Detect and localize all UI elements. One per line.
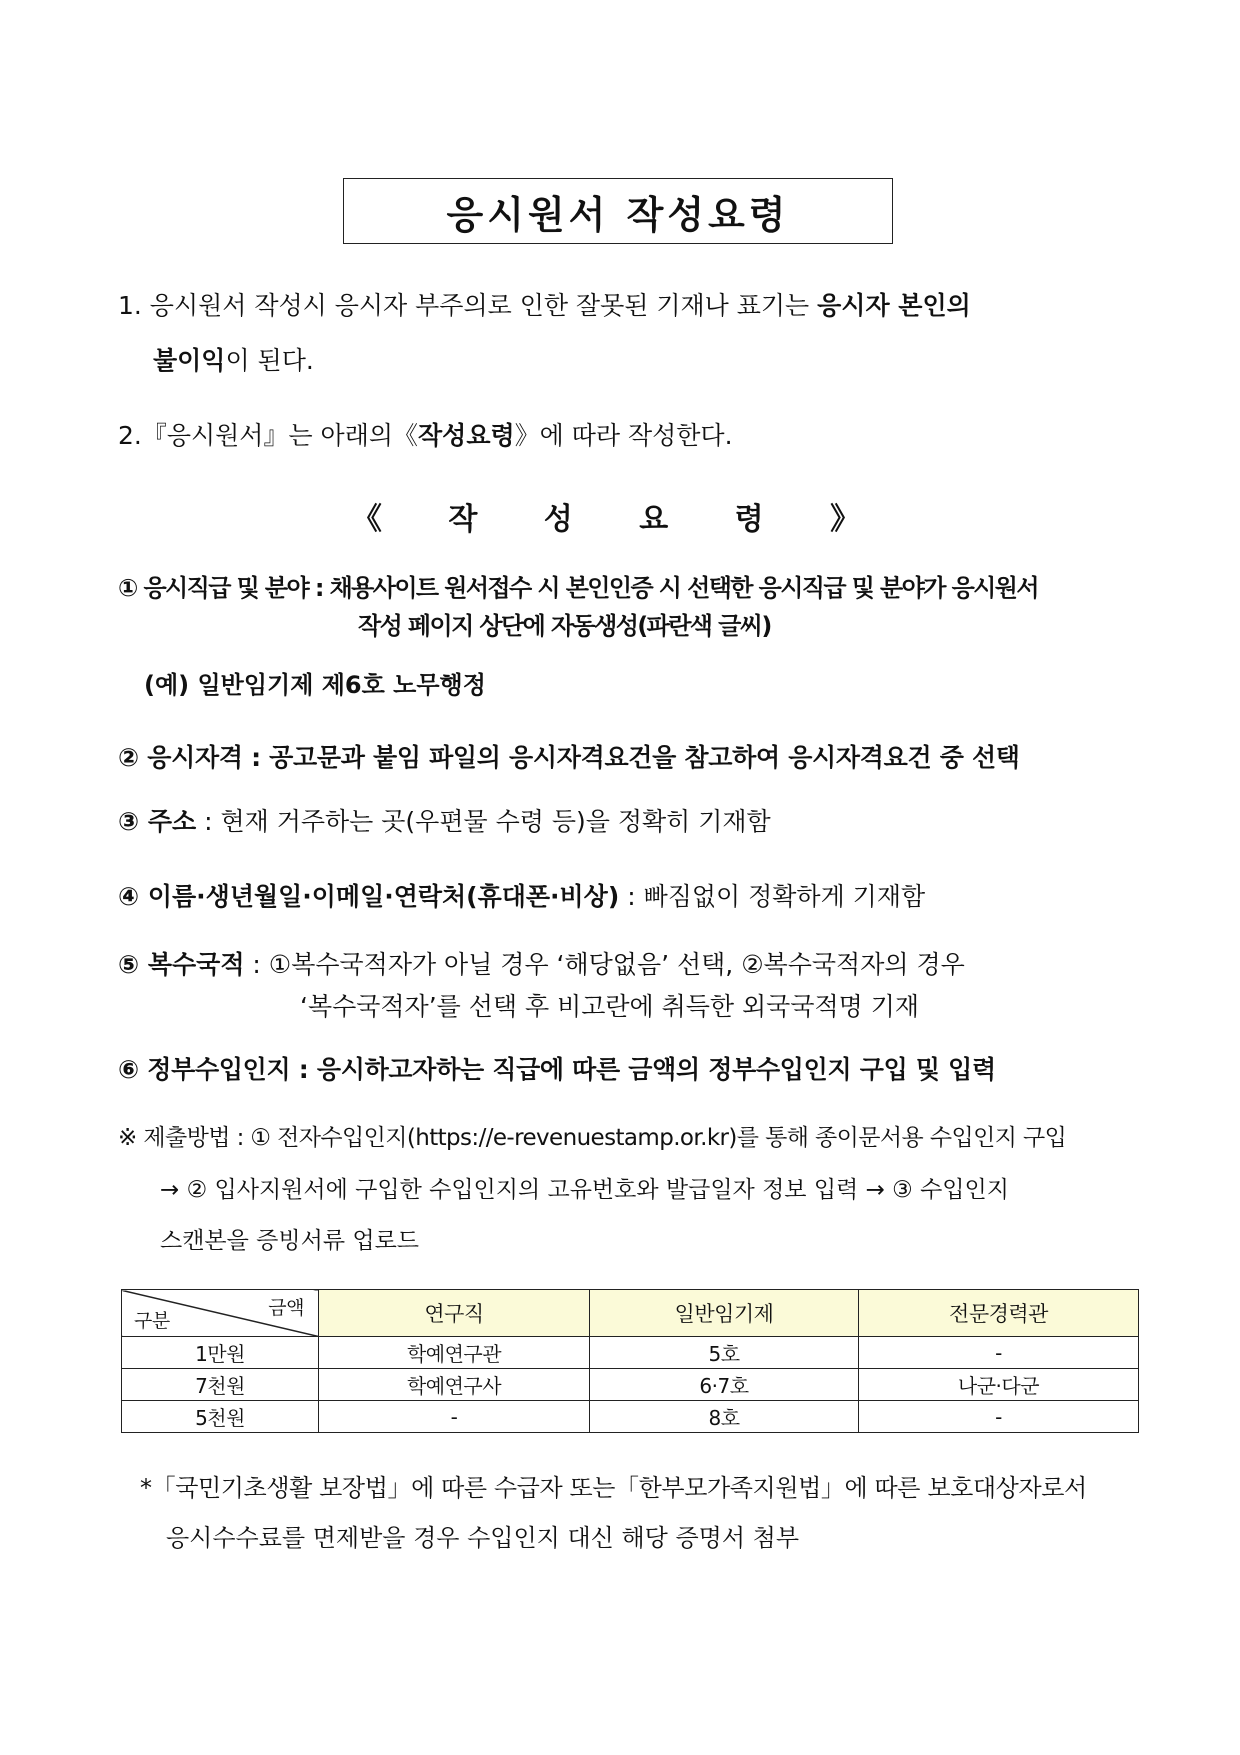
page-title: 응시원서 작성요령 [343,178,893,244]
item-1-text-2: 이 된다. [225,346,314,375]
guide-1-line-2: 작성 페이지 상단에 자동생성(파란색 글씨) [358,612,771,640]
guide-5-line-1 [118,950,965,980]
table-cell: - [859,1401,1139,1433]
guide-3-text: : 현재 거주하는 곳(우편물 수령 등)을 정확히 기재함 [196,807,771,836]
table-row [122,1337,1139,1369]
guide-5-label: ⑤ 복수국적 [118,950,245,979]
guide-5-line-2: ‘복수국적자’를 선택 후 비고란에 취득한 외국국적명 기재 [300,992,920,1021]
guide-4 [118,882,925,912]
fee-table-header-row [122,1290,1139,1337]
item-1-emphasis: 응시자 본인의 [817,291,971,320]
guide-1-example: (예) 일반임기제 제6호 노무행정 [144,671,486,699]
table-cell: 나군·다군 [859,1369,1139,1401]
item-2-emphasis: 작성요령 [418,421,515,450]
corner-label-amount: 금액 [268,1297,304,1319]
guide-2: ② 응시자격 : 공고문과 붙임 파일의 응시자격요건을 참고하여 응시자격요건 중 선택 [118,743,1020,772]
table-cell: 6·7호 [590,1369,859,1401]
item-1-text: 1. 응시원서 작성시 응시자 부주의로 인한 잘못된 기재나 표기는 [118,291,818,320]
table-cell: 1만원 [122,1337,319,1369]
table-row [122,1401,1139,1433]
header-general-fixed-term: 일반임기제 [590,1290,859,1337]
section-title: 《 작 성 요 령 》 [351,502,889,537]
table-cell: - [859,1337,1139,1369]
guide-1-line-1: ① 응시직급 및 분야 : 채용사이트 원서접수 시 본인인증 시 선택한 응시직급 및 분야가 응시원서 [118,574,1038,602]
guide-5-text: : ①복수국적자가 아닐 경우 ‘해당없음’ 선택, ②복수국적자의 경우 [244,950,965,979]
header-research: 연구직 [319,1290,590,1337]
item-1-line-2 [153,346,314,376]
corner-label-category: 구분 [134,1310,170,1332]
footnote-line-1: *「국민기초생활 보장법」에 따른 수급자 또는「한부모가족지원법」에 따른 보호대상자로서 [140,1474,1087,1502]
item-1-line-1 [118,291,1123,321]
item-2 [118,421,733,451]
header-professional-career: 전문경력관 [859,1290,1139,1337]
table-cell: - [319,1401,590,1433]
table-cell: 학예연구관 [319,1337,590,1369]
guide-6: ⑥ 정부수입인지 : 응시하고자하는 직급에 따른 금액의 정부수입인지 구입 및 입력 [118,1055,996,1084]
item-1-emphasis-2: 불이익 [153,346,226,375]
note-line-2: → ② 입사지원서에 구입한 수입인지의 고유번호와 발급일자 정보 입력 → ③ 수입인지 [160,1177,1009,1203]
fee-table [121,1289,1139,1433]
table-cell: 7천원 [122,1369,319,1401]
note-line-3: 스캔본을 증빙서류 업로드 [160,1228,420,1254]
table-cell: 5천원 [122,1401,319,1433]
item-2-post: 》에 따라 작성한다. [514,421,733,450]
guide-4-text: : 빠짐없이 정확하게 기재함 [619,882,926,911]
table-cell: 5호 [590,1337,859,1369]
table-cell: 8호 [590,1401,859,1433]
table-cell: 학예연구사 [319,1369,590,1401]
guide-4-label: ④ 이름·생년월일·이메일·연락처(휴대폰·비상) [118,882,620,911]
note-line-1: ※ 제출방법 : ① 전자수입인지(https://e-revenuestamp.or.kr)를 통해 종이문서용 수입인지 구입 [118,1125,1067,1151]
table-row [122,1369,1139,1401]
guide-3 [118,807,771,837]
item-2-pre: 2.『응시원서』는 아래의《 [118,421,419,450]
footnote-line-2: 응시수수료를 면제받을 경우 수입인지 대신 해당 증명서 첨부 [166,1524,800,1552]
guide-3-label: ③ 주소 [118,807,197,836]
fee-table-corner [122,1290,319,1337]
